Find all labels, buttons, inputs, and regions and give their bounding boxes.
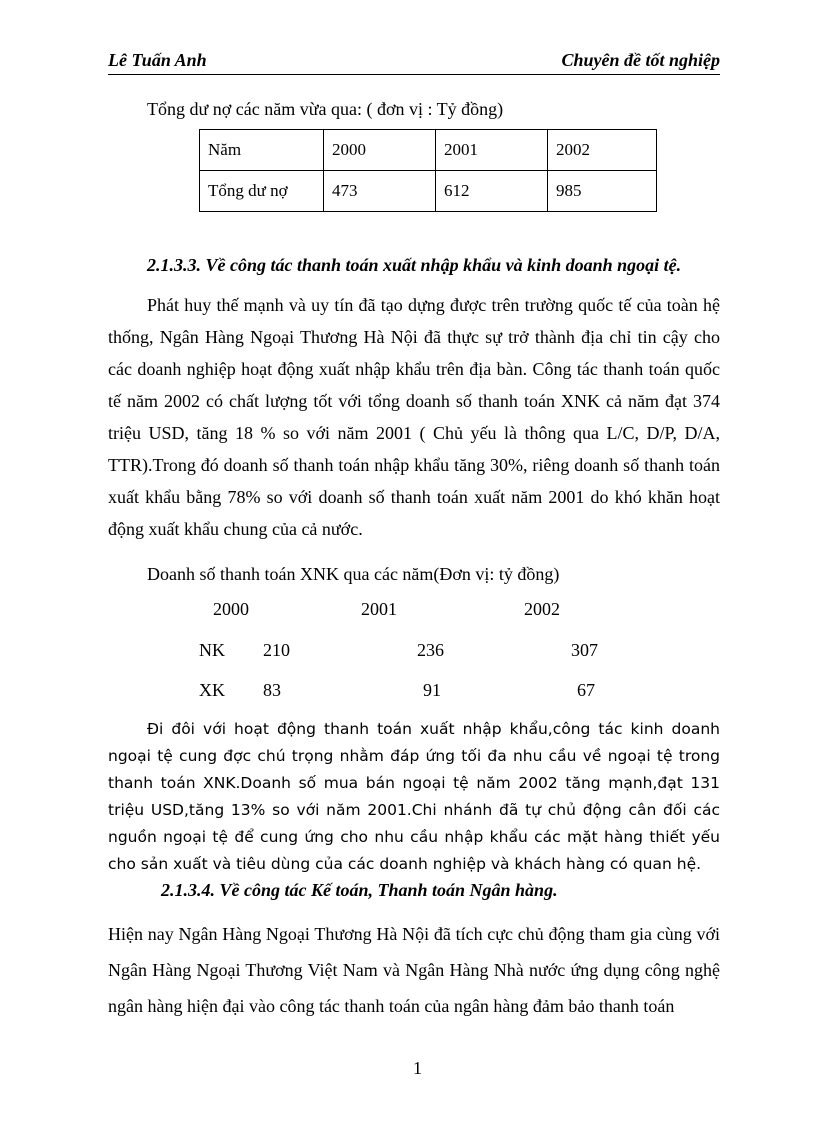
debt-intro: Tổng dư nợ các năm vừa qua: ( đơn vị : Tỷ đồng) — [147, 99, 504, 119]
table-cell: Tổng dư nợ — [200, 171, 324, 212]
xnk-row-label: NK — [199, 640, 225, 660]
xnk-value: 210 — [263, 640, 290, 660]
xnk-value: 91 — [423, 680, 441, 700]
section-heading-2134: 2.1.3.4. Về công tác Kế toán, Thanh toán Ngân hàng. — [161, 880, 558, 900]
page-header — [108, 48, 720, 75]
header-author: Lê Tuấn Anh — [108, 50, 207, 70]
paragraph-2133-fx: Đi đôi với hoạt động thanh toán xuất nhập khẩu,công tác kinh doanh ngoại tệ cung đợc chú trọng nhằm đáp ứng tối đa nhu cầu về ngoại tệ trong thanh toán XNK.Doanh số mua bán ngoại tệ năm 2002 tăng mạnh,đạt 131 triệu USD,tăng 13% so với năm 2001.Chi nhánh đã tự chủ động cân đối các nguồn ngoại tệ để cung ứng cho nhu cầu nhập khẩu các mặt hàng thiết yếu cho sản xuất và tiêu dùng của các doanh nghiệp và khách hàng có quan hệ. — [108, 720, 720, 873]
table-cell: 985 — [548, 171, 657, 212]
xnk-caption: Doanh số thanh toán XNK qua các năm(Đơn vị: tỷ đồng) — [147, 564, 560, 584]
xnk-value: 307 — [571, 640, 598, 660]
debt-table — [199, 129, 657, 212]
xnk-year: 2001 — [361, 599, 397, 619]
table-cell: 473 — [324, 171, 436, 212]
paragraph-2133: Phát huy thế mạnh và uy tín đã tạo dựng được trên trường quốc tế của toàn hệ thống, Ngân Hàng Ngoại Thương Hà Nội đã thực sự trở thành địa chỉ tin cậy cho các doanh nghiệp hoạt động xuất nhập khẩu trên địa bàn. Công tác thanh toán quốc tế năm 2002 có chất lượng tốt với tổng doanh số thanh toán XNK cả năm đạt 374 triệu USD, tăng 18 % so với năm 2001 ( Chủ yếu là thông qua L/C, D/P, D/A, TTR).Trong đó doanh số thanh toán nhập khẩu tăng 30%, riêng doanh số thanh toán xuất khẩu bằng 78% so với doanh số thanh toán xuất năm 2001 do khó khăn hoạt động xuất khẩu chung của cả nước. — [108, 295, 720, 539]
xnk-year: 2000 — [213, 599, 249, 619]
table-row — [200, 171, 657, 212]
table-cell: 2002 — [548, 130, 657, 171]
xnk-value: 67 — [577, 680, 595, 700]
page-number: 1 — [413, 1058, 422, 1078]
table-cell: 612 — [436, 171, 548, 212]
header-topic: Chuyên đề tốt nghiệp — [561, 50, 720, 70]
xnk-row-label: XK — [199, 680, 225, 700]
paragraph-2134: Hiện nay Ngân Hàng Ngoại Thương Hà Nội đã tích cực chủ động tham gia cùng với Ngân Hàng Ngoại Thương Việt Nam và Ngân Hàng Nhà nước ứng dụng công nghệ ngân hàng hiện đại vào công tác thanh toán của ngân hàng đảm bảo thanh toán — [108, 924, 720, 1016]
xnk-value: 236 — [417, 640, 444, 660]
table-row — [200, 130, 657, 171]
xnk-value: 83 — [263, 680, 281, 700]
table-cell: 2001 — [436, 130, 548, 171]
section-heading-2133: 2.1.3.3. Về công tác thanh toán xuất nhập khẩu và kinh doanh ngoại tệ. — [147, 255, 682, 275]
xnk-year: 2002 — [524, 599, 560, 619]
table-cell: Năm — [200, 130, 324, 171]
table-cell: 2000 — [324, 130, 436, 171]
